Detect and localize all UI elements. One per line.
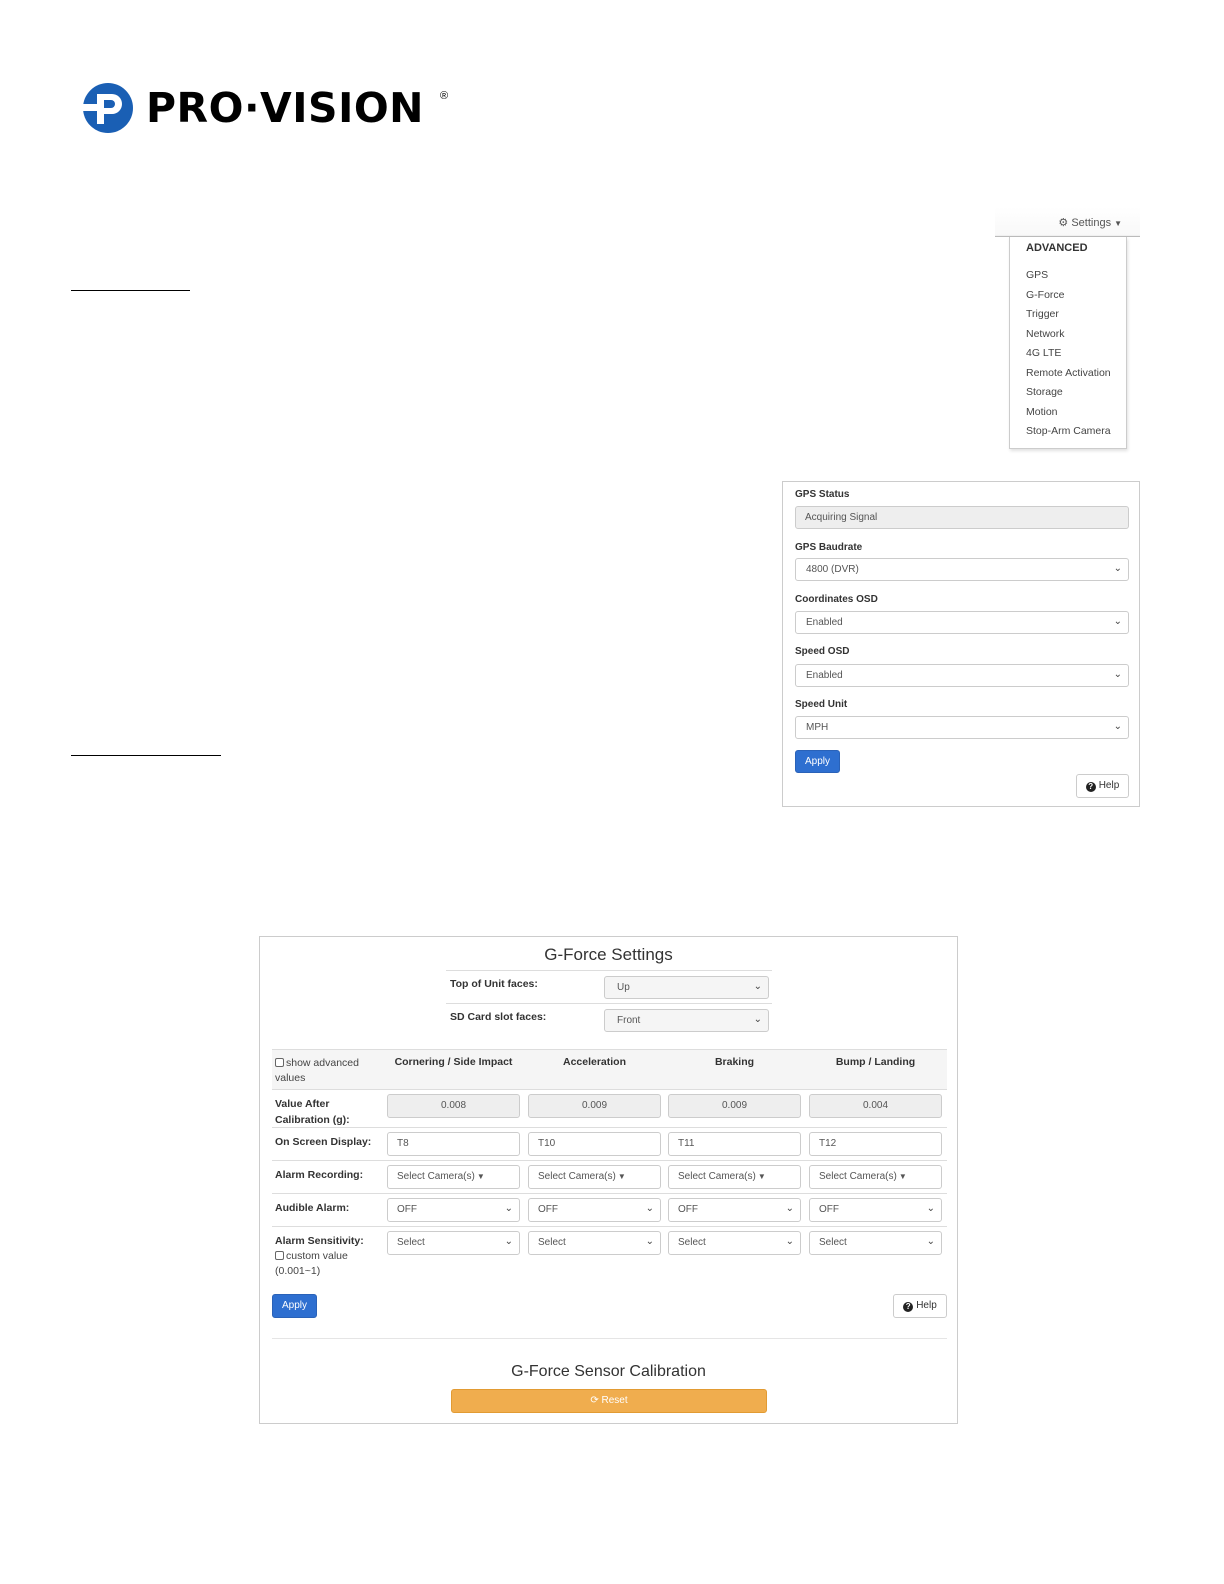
alarm-sensitivity-label-group — [275, 1233, 383, 1279]
dropdown-header-advanced: ADVANCED — [1026, 242, 1088, 254]
g-force-settings-title: G-Force Settings — [544, 945, 673, 964]
gps-baudrate-label: GPS Baudrate — [795, 542, 863, 553]
chevron-down-icon: ⌄ — [1113, 669, 1122, 680]
alarm-recording-row — [272, 1160, 947, 1193]
settings-toggle-label: Settings — [1071, 217, 1112, 229]
caret-down-icon: ▼ — [476, 1172, 485, 1181]
gps-settings-panel — [782, 481, 1140, 807]
osd-input-bump[interactable]: T12 — [809, 1132, 942, 1156]
audible-alarm-label: Audible Alarm: — [275, 1202, 350, 1214]
audible-alarm-select-cornering[interactable] — [387, 1198, 520, 1222]
settings-dropdown-toggle[interactable] — [1058, 216, 1122, 229]
question-circle-icon: ? — [903, 1302, 913, 1312]
show-advanced-label: show advanced values — [275, 1057, 359, 1084]
coordinates-osd-label: Coordinates OSD — [795, 594, 878, 605]
column-acceleration: Acceleration — [562, 1056, 627, 1068]
chevron-down-icon: ⌄ — [1113, 616, 1122, 627]
osd-input-acceleration[interactable]: T10 — [528, 1132, 661, 1156]
chevron-down-icon: ⌄ — [645, 1203, 654, 1214]
alarm-recording-value: Select Camera(s) — [538, 1171, 616, 1182]
coordinates-osd-value: Enabled — [806, 617, 843, 628]
top-of-unit-label: Top of Unit faces: — [450, 978, 538, 990]
alarm-recording-dropdown-acceleration[interactable] — [528, 1165, 661, 1189]
chevron-down-icon: ⌄ — [645, 1236, 654, 1247]
chevron-down-icon: ⌄ — [785, 1203, 794, 1214]
osd-input-braking[interactable]: T11 — [668, 1132, 801, 1156]
gps-apply-button[interactable]: Apply — [795, 750, 840, 773]
g-force-calibration-title: G-Force Sensor Calibration — [511, 1363, 706, 1380]
menu-item-g-force[interactable]: G-Force — [1026, 289, 1065, 301]
section-divider — [272, 1338, 947, 1339]
speed-unit-label: Speed Unit — [795, 699, 848, 710]
provision-logo — [80, 80, 460, 136]
alarm-sensitivity-row — [272, 1226, 947, 1280]
refresh-icon: ⟳ — [590, 1395, 599, 1406]
menu-item-storage[interactable]: Storage — [1026, 386, 1063, 398]
custom-range-note: (0.001~1) — [275, 1265, 321, 1277]
gps-status-label: GPS Status — [795, 489, 850, 500]
audible-alarm-value: OFF — [397, 1204, 417, 1215]
chevron-down-icon: ⌄ — [1113, 563, 1122, 574]
custom-value-label: custom value — [286, 1250, 348, 1262]
menu-item-4g-lte[interactable]: 4G LTE — [1026, 347, 1062, 359]
audible-alarm-select-braking[interactable] — [668, 1198, 801, 1222]
audible-alarm-value: OFF — [819, 1204, 839, 1215]
audible-alarm-value: OFF — [538, 1204, 558, 1215]
value-after-calibration-row — [272, 1089, 947, 1127]
audible-alarm-select-bump[interactable] — [809, 1198, 942, 1222]
settings-menu — [995, 207, 1140, 449]
g-force-help-button[interactable] — [893, 1294, 947, 1318]
orientation-row-top — [446, 970, 772, 1003]
alarm-recording-value: Select Camera(s) — [678, 1171, 756, 1182]
gps-help-label: Help — [1098, 780, 1120, 791]
orientation-row-sd — [446, 1003, 772, 1036]
alarm-recording-dropdown-cornering[interactable] — [387, 1165, 520, 1189]
chevron-down-icon: ⌄ — [504, 1236, 513, 1247]
osd-input-cornering[interactable]: T8 — [387, 1132, 520, 1156]
section-heading-rule — [71, 755, 221, 756]
sd-card-slot-value: Front — [617, 1015, 641, 1026]
sensitivity-value: Select — [397, 1237, 425, 1248]
chevron-down-icon: ⌄ — [753, 1014, 762, 1025]
registered-mark: ® — [440, 90, 449, 102]
speed-osd-label: Speed OSD — [795, 646, 850, 657]
alarm-sensitivity-label: Alarm Sensitivity: — [275, 1235, 364, 1247]
audible-alarm-select-acceleration[interactable] — [528, 1198, 661, 1222]
g-force-table-header — [272, 1049, 947, 1089]
section-heading-rule — [71, 290, 190, 291]
value-after-calibration-label: Value After Calibration (g): — [275, 1098, 350, 1126]
calibration-value-cornering: 0.008 — [387, 1094, 520, 1118]
caret-down-icon: ▼ — [898, 1172, 907, 1181]
chevron-down-icon: ⌄ — [926, 1236, 935, 1247]
sensitivity-value: Select — [819, 1237, 847, 1248]
speed-unit-value: MPH — [806, 722, 829, 733]
show-advanced-values[interactable] — [275, 1056, 383, 1086]
menu-item-stop-arm-camera[interactable]: Stop-Arm Camera — [1026, 425, 1111, 437]
sensitivity-select-cornering[interactable] — [387, 1231, 520, 1255]
audible-alarm-value: OFF — [678, 1204, 698, 1215]
settings-navbar — [995, 207, 1140, 237]
alarm-recording-value: Select Camera(s) — [397, 1171, 475, 1182]
calibration-value-braking: 0.009 — [668, 1094, 801, 1118]
calibration-value-acceleration: 0.009 — [528, 1094, 661, 1118]
menu-item-trigger[interactable]: Trigger — [1026, 308, 1059, 320]
provision-logo-mark — [80, 80, 136, 136]
menu-item-network[interactable]: Network — [1026, 328, 1065, 340]
g-force-help-label: Help — [916, 1300, 937, 1311]
column-braking: Braking — [714, 1056, 755, 1068]
sd-card-slot-label: SD Card slot faces: — [450, 1011, 547, 1023]
reset-label: Reset — [601, 1395, 628, 1406]
custom-value-checkbox[interactable] — [275, 1251, 284, 1260]
gps-baudrate-select[interactable] — [795, 558, 1129, 581]
column-bump-landing: Bump / Landing — [835, 1056, 916, 1068]
sensitivity-select-braking[interactable] — [668, 1231, 801, 1255]
alarm-recording-dropdown-braking[interactable] — [668, 1165, 801, 1189]
show-advanced-checkbox[interactable] — [275, 1058, 284, 1067]
sensitivity-value: Select — [538, 1237, 566, 1248]
speed-osd-select[interactable] — [795, 664, 1129, 687]
gear-icon: ⚙ — [1058, 217, 1069, 229]
top-of-unit-select[interactable] — [604, 976, 769, 999]
sensitivity-value: Select — [678, 1237, 706, 1248]
menu-item-remote-activation[interactable]: Remote Activation — [1026, 367, 1111, 379]
caret-down-icon: ▼ — [1114, 219, 1122, 228]
caret-down-icon: ▼ — [757, 1172, 766, 1181]
calibration-value-bump: 0.004 — [809, 1094, 942, 1118]
sd-card-slot-select[interactable] — [604, 1009, 769, 1032]
question-circle-icon: ? — [1086, 782, 1096, 792]
chevron-down-icon: ⌄ — [753, 981, 762, 992]
menu-item-gps[interactable]: GPS — [1026, 269, 1049, 281]
gps-baudrate-value: 4800 (DVR) — [806, 564, 859, 575]
coordinates-osd-select[interactable] — [795, 611, 1129, 634]
orientation-table — [446, 970, 772, 1036]
alarm-recording-label: Alarm Recording: — [275, 1169, 364, 1181]
calibration-reset-button[interactable] — [451, 1389, 767, 1413]
sensitivity-select-bump[interactable] — [809, 1231, 942, 1255]
gps-help-button[interactable] — [1076, 774, 1129, 798]
alarm-recording-dropdown-bump[interactable] — [809, 1165, 942, 1189]
menu-item-motion[interactable]: Motion — [1026, 406, 1058, 418]
top-of-unit-value: Up — [617, 982, 630, 993]
chevron-down-icon: ⌄ — [926, 1203, 935, 1214]
alarm-recording-value: Select Camera(s) — [819, 1171, 897, 1182]
column-cornering: Cornering / Side Impact — [394, 1056, 513, 1068]
settings-dropdown — [1009, 237, 1127, 449]
g-force-apply-button[interactable]: Apply — [272, 1294, 317, 1318]
chevron-down-icon: ⌄ — [504, 1203, 513, 1214]
brand-wordmark: PRO·VISION — [146, 84, 424, 132]
speed-osd-value: Enabled — [806, 670, 843, 681]
audible-alarm-row — [272, 1193, 947, 1226]
on-screen-display-label: On Screen Display: — [275, 1136, 372, 1148]
chevron-down-icon: ⌄ — [1113, 721, 1122, 732]
caret-down-icon: ▼ — [617, 1172, 626, 1181]
speed-unit-select[interactable] — [795, 716, 1129, 739]
custom-value-option[interactable] — [275, 1249, 383, 1264]
gps-status-field: Acquiring Signal — [795, 506, 1129, 529]
chevron-down-icon: ⌄ — [785, 1236, 794, 1247]
on-screen-display-row — [272, 1127, 947, 1160]
g-force-settings-panel — [259, 936, 958, 1424]
sensitivity-select-acceleration[interactable] — [528, 1231, 661, 1255]
